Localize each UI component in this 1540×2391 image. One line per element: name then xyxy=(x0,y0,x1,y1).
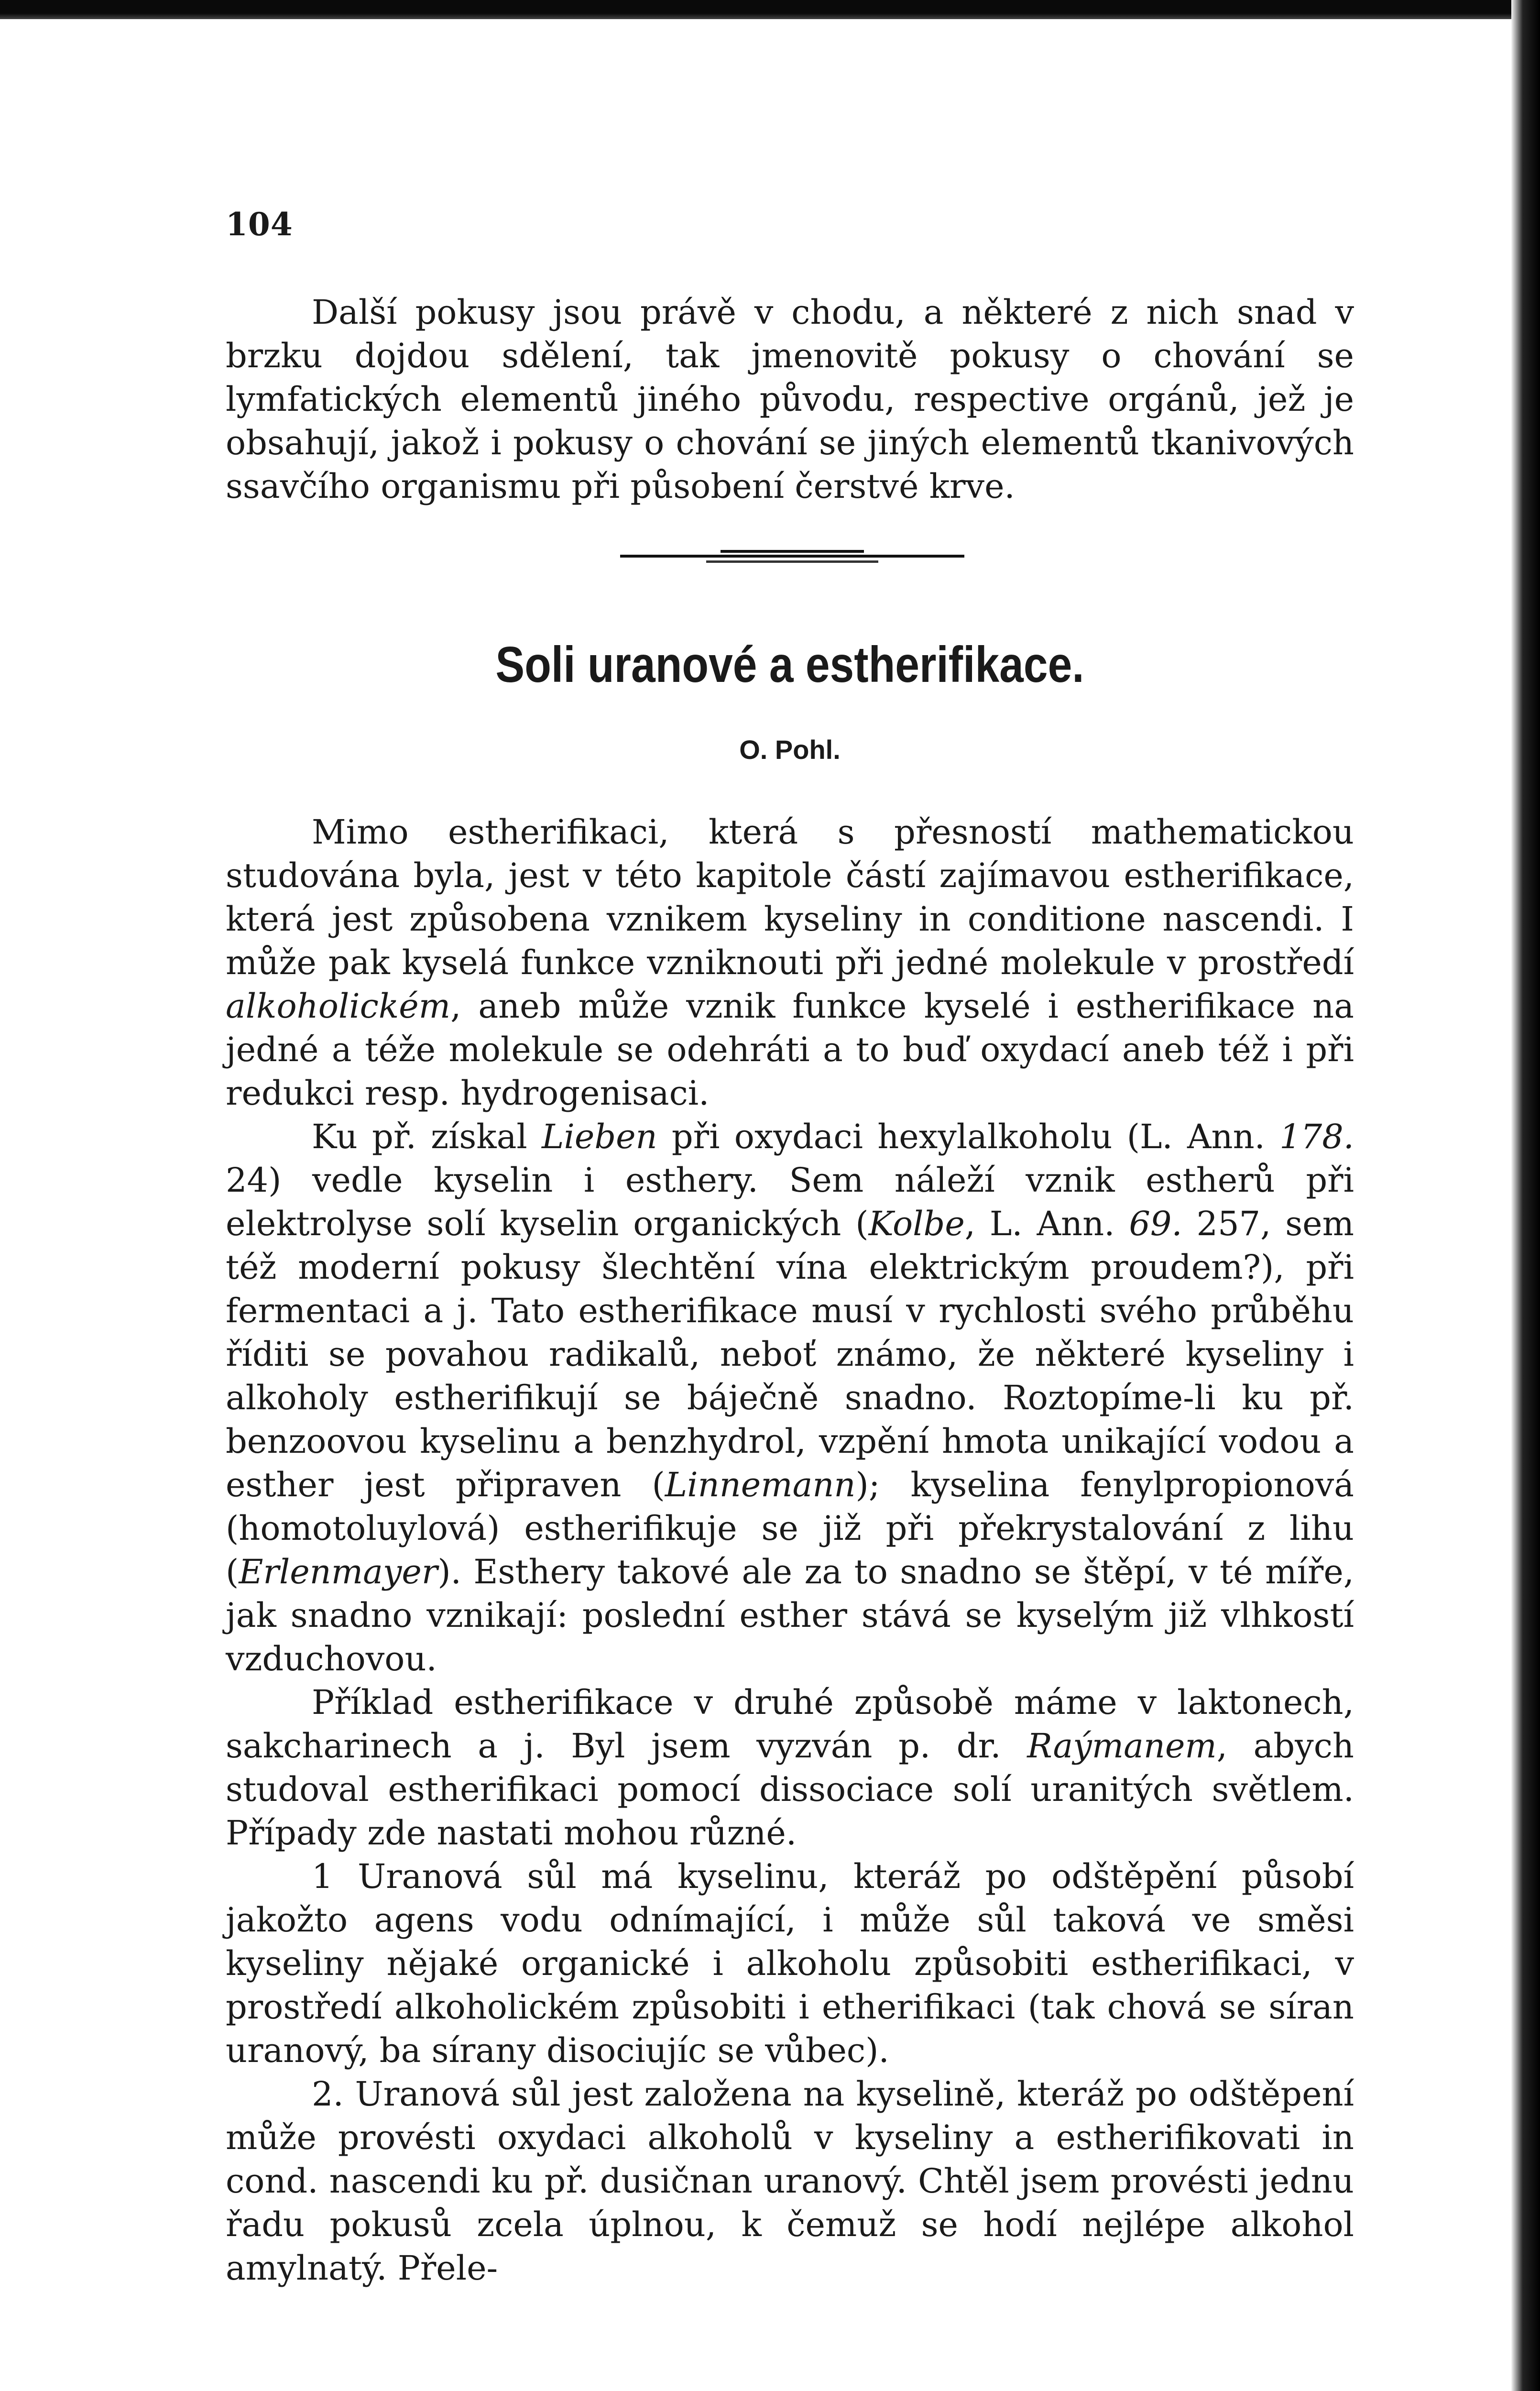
italic-name: Raýmanem xyxy=(1027,1726,1217,1766)
text-run: ). Esthery takové ale za to snadno se štěpí, v té míře, jak snadno vznikají: poslední esther stává se kyselým již vlhkostí vzduchovou. xyxy=(226,1552,1354,1678)
article-body xyxy=(226,811,1354,2290)
divider-rule xyxy=(721,550,864,553)
italic-volume: 178. xyxy=(1279,1117,1354,1156)
text-run: Příklad estherifikace v druhé způsobě máme v laktonech, sakcharinech a j. Byl jsem vyzván p. dr. xyxy=(226,1683,1354,1766)
intro-block xyxy=(226,291,1354,508)
text-run: , abych studoval estherifikaci pomocí dissociace solí uranitých světlem. Případy zde nastati mohou různé. xyxy=(226,1726,1354,1853)
italic-volume: 69. xyxy=(1129,1204,1182,1243)
text-run: Mimo estherifikaci, která s přesností mathematickou studována byla, jest v této kapitole částí zajímavou estherifikace, která jest způsobena vznikem kyseliny in conditione nascendi. I může pak kyselá funkce vzniknouti při jedné molekule v prostředí xyxy=(226,812,1354,982)
text-run: 257, sem též moderní pokusy šlechtění vína elektrickým proudem?), při fermentaci a j. Tato estherifikace musí v rychlosti svého průběhu říditi se povahou radikalů, neboť známo, že některé kyseliny i alkoholy estherifikují se báječně snadno. Roztopíme-li ku př. benzoovou kyselinu a benzhydrol, vzpění hmota unikající vodou a esther jest připraven ( xyxy=(226,1204,1354,1504)
intro-paragraph: Další pokusy jsou právě v chodu, a některé z nich snad v brzku dojdou sdělení, tak jmenovitě pokusy o chování se lymfatických elementů jiného původu, respective orgánů, jež je obsahují, jakož i pokusy o chování se jiných elementů tkanivových ssavčího organismu při působení čerstvé krve. xyxy=(226,293,1354,506)
scan-right-edge xyxy=(1511,0,1540,2391)
text-run: , L. Ann. xyxy=(964,1204,1129,1243)
text-run: ); kyselina fenylpropionová (homotoluylová) estherifikuje se již při překrystalování z lihu ( xyxy=(226,1465,1354,1591)
paragraph-4: 1 Uranová sůl má kyselinu, kteráž po odštěpění působí jakožto agens vodu odnímající, i může sůl taková ve směsi kyseliny nějaké organické i alkoholu způsobiti estherifikaci, v prostředí alkoholickém způsobiti i etherifikaci (tak chová se síran uranový, ba sírany disociujíc se vůbec). xyxy=(226,1857,1354,2070)
paragraph-3 xyxy=(226,1681,1354,1855)
text-run: , aneb může vznik funkce kyselé i estherifikace na jedné a téže molekule se odehráti a to buď oxydací aneb též i při redukci resp. hydrogenisaci. xyxy=(226,987,1354,1113)
italic-name: Linnemann xyxy=(665,1465,856,1504)
italic-name: Lieben xyxy=(542,1117,657,1156)
text-run: 24) vedle kyselin i esthery. Sem náleží vznik estherů při elektrolyse solí kyselin organických ( xyxy=(226,1161,1354,1243)
divider-rule xyxy=(706,560,878,563)
paragraph-2 xyxy=(226,1115,1354,1681)
text-run: při oxydaci hexylalkoholu (L. Ann. xyxy=(657,1117,1280,1156)
italic-name: Kolbe xyxy=(868,1204,965,1243)
italic-term: alkoholickém xyxy=(226,987,451,1026)
text-run: Ku př. získal xyxy=(312,1117,542,1156)
paragraph-1 xyxy=(226,811,1354,1115)
article-author: O. Pohl. xyxy=(739,735,841,765)
page-number: 104 xyxy=(226,206,293,243)
italic-name: Erlenmayer xyxy=(239,1552,438,1591)
divider-rule xyxy=(620,555,964,558)
paragraph-5: 2. Uranová sůl jest založena na kyselině, kteráž po odštěpení může provésti oxydaci alkoholů v kyseliny a estherifikovati in cond. nascendi ku př. dusičnan uranový. Chtěl jsem provésti jednu řadu pokusů zcela úplnou, k čemuž se hodí nejlépe alkohol amylnatý. Přele- xyxy=(226,2074,1354,2288)
article-title: Soli uranové a estherifikace. xyxy=(495,636,1084,693)
scan-top-edge xyxy=(0,0,1540,19)
section-divider xyxy=(620,550,964,564)
